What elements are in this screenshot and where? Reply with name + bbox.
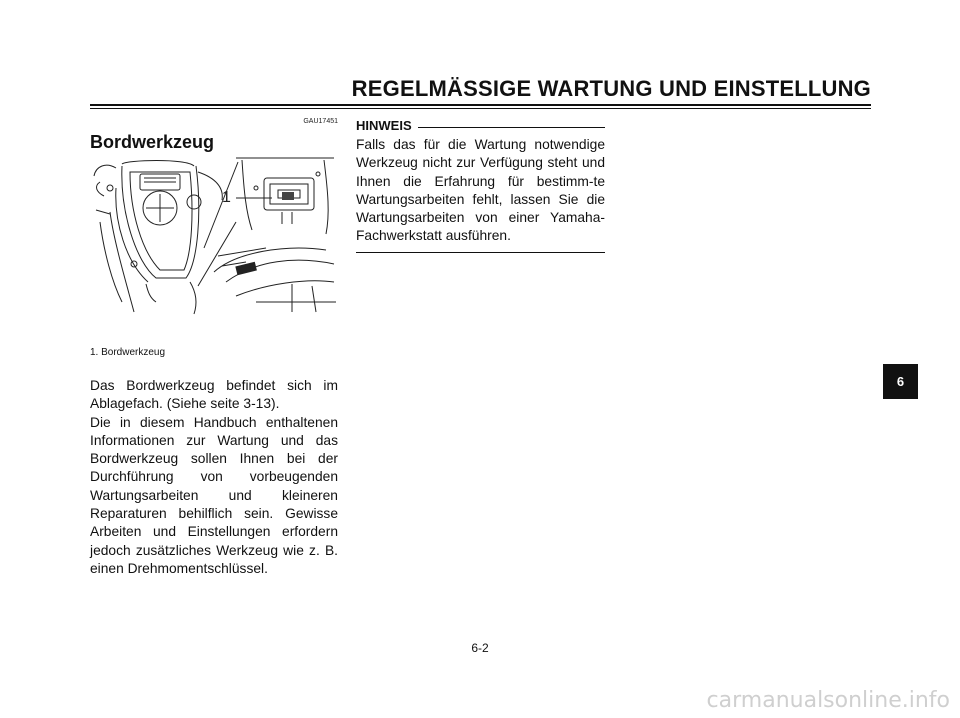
note-bottom-rule xyxy=(356,252,605,253)
note-box xyxy=(356,116,605,253)
header-rule xyxy=(90,104,871,106)
body-paragraph-2: Die in diesem Handbuch enthaltenen Informationen zur Wartung und das Bordwerkzeug sollen Ihnen bei der Durchführung von vorbeugenden Wartungsarbeiten und kleineren Reparaturen behilflich sein. Gewisse Arbeiten und Einstellungen erfordern jedoch zusätzliches Werkzeug wie z. B. einen Drehmomentschlüssel. xyxy=(90,414,338,576)
note-text: Falls das für die Wartung notwendige Werkzeug nicht zur Verfügung steht und Ihnen die Erfahrung für bestimm-te Wartungsarbeiten fehlt, lassen Sie die Wartungsarbeiten von einer Yamaha-Fachwerkstatt ausführen. xyxy=(356,137,605,244)
toolkit-shape xyxy=(282,192,294,200)
note-label: HINWEIS xyxy=(356,117,412,133)
note-header xyxy=(356,116,605,134)
header-rule-thin xyxy=(90,108,871,109)
page-header-title: REGELMÄSSIGE WARTUNG UND EINSTELLUNG xyxy=(351,76,871,101)
section-body xyxy=(90,377,338,578)
section-code: GAU17451 xyxy=(303,118,338,125)
note-header-rule xyxy=(418,127,605,128)
figure-callout-number: 1 xyxy=(222,189,231,206)
figure-caption: 1. Bordwerkzeug xyxy=(90,347,166,358)
watermark: carmanualsonline.info xyxy=(706,688,950,713)
body-paragraph-1: Das Bordwerkzeug befindet sich im Ablagefach. (Siehe seite 3-13). xyxy=(90,378,338,412)
chapter-tab: 6 xyxy=(883,364,918,399)
section-title: Bordwerkzeug xyxy=(90,132,215,152)
scooter-toolkit-illustration xyxy=(86,152,340,324)
page-number: 6-2 xyxy=(471,641,489,655)
